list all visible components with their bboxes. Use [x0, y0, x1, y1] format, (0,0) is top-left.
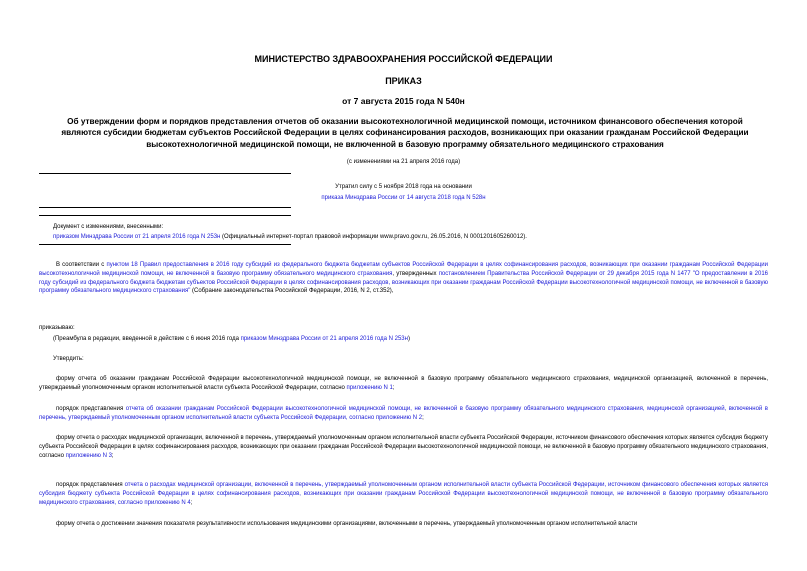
preamble-note: (Преамбула в редакции, введенной в действие с 6 июня 2016 года приказом Минздрава России от 21 апреля 2016 года N 253н) [53, 336, 410, 342]
approve-heading: Утвердить: [53, 356, 84, 362]
appendix-3-link[interactable]: приложению N 3 [65, 452, 112, 459]
lost-force-link[interactable]: приказа Минздрава России от 14 августа 2018 года N 528н [321, 195, 486, 201]
order-heading: ПРИКАЗ [385, 76, 422, 86]
divider [39, 244, 291, 245]
document-title: Об утверждении форм и порядков представления отчетов об оказании высокотехнологичной медицинской помощи, источником финансового обеспечения которой являются субсидии бюджетам субъектов Российской Федерации в целях софинансирования расходов, возникающих при оказании гражданам Российской Федерации высокотехнологичной медицинской помощи, не включенной в базовую программу обязательного медицинского страхования [61, 117, 749, 149]
list-item: форму отчета о расходах медицинской организации, включенной в перечень, утверждаемый уполномоченным органом исполнительной власти субъекта Российской Федерации, источником финансового обеспечения которых является субсидия бюджету субъекта Российской Федерации в целях софинансирования расходов, возникающих при оказании гражданам Российской Федерации высокотехнологичной медицинской помощи, не включенной в базовую программу обязательного медицинского страхования, согласно приложению N 3; [39, 435, 769, 459]
divider [39, 207, 291, 208]
amendment-note: (с изменениями на 21 апреля 2016 года) [346, 159, 461, 165]
list-item: порядок представления отчета об оказании гражданам Российской Федерации высокотехнологичной медицинской помощи, не включенной в базовую программу обязательного медицинского страхования, медицинской организацией, включенной в перечень, утверждаемый уполномоченным органом исполнительной власти субъекта Российской Федерации, согласно приложению N 2; [39, 406, 768, 421]
preamble-paragraph: В соответствии с пунктом 18 Правил предоставления в 2016 году субсидий из федерального бюджета бюджетам субъектов Российской Федерации в целях софинансирования расходов, возникающих при оказании гражданам Российской Федерации высокотехнологичной медицинской помощи, не включенной в базовую программу обязательного медицинского страхования, утвержденных постановлением Правительства Российской Федерации от 29 декабря 2015 года N 1477 "О предоставлении в 2016 году субсидий из федерального бюджета бюджетам субъектов Российской Федерации в целях софинансирования расходов, возникающих при оказании гражданам Российской Федерации высокотехнологичной медицинской помощи, не включенной в базовую программу обязательного медицинского страхования" (Собрание законодательства Российской Федерации, 2016, N 2, ст.352), [39, 262, 769, 295]
changes-line [53, 233, 773, 241]
appendix-1-link[interactable]: приложению N 1 [346, 384, 393, 391]
changes-source: (Официальный интернет-портал правовой информации www.pravo.gov.ru, 26.05.2016, N 0001201605260012). [220, 234, 527, 240]
changes-link[interactable]: приказом Минздрава России от 21 апреля 2016 года N 253н [53, 234, 221, 240]
resolution-link[interactable]: постановлением Правительства Российской Федерации от 29 декабря 2015 года N 1477 "О предоставлении в 2016 году субсидий из федерального бюджета бюджетам субъектов Российской Федерации в целях софинансирования расходов, возникающих при оказании гражданам Российской Федерации высокотехнологичной медицинской помощи, не включенной в базовую программу обязательного медицинского страхования" [39, 270, 768, 295]
list-item: форму отчета о достижении значения показателя результативности использования медицинскими организациями, включенными в перечень, утверждаемый уполномоченным органом исполнительной власти [56, 521, 638, 527]
changes-label: Документ с изменениями, внесенными: [53, 224, 164, 230]
appendix-2-link[interactable]: отчета об оказании гражданам Российской Федерации высокотехнологичной медицинской помощи, не включенной в базовую программу обязательного медицинского страхования, медицинской организацией, включенной в перечень, утверждаемый уполномоченным органом исполнительной власти субъекта Российской Федерации, согласно приложению N 2 [39, 406, 768, 421]
divider [39, 173, 291, 174]
rules-link[interactable]: пунктом 18 Правил предоставления в 2016 году субсидий из федерального бюджета бюджетам субъектов Российской Федерации в целях софинансирования расходов, возникающих при оказании гражданам Российской Федерации высокотехнологичной медицинской помощи, не включенной в базовую программу обязательного медицинского страхования [39, 262, 769, 277]
lost-force-text: Утратил силу с 5 ноября 2018 года на основании [335, 184, 472, 190]
order-verb: приказываю: [39, 325, 75, 331]
ministry-heading: МИНИСТЕРСТВО ЗДРАВООХРАНЕНИЯ РОССИЙСКОЙ ФЕДЕРАЦИИ [254, 54, 553, 64]
divider [39, 215, 291, 216]
preamble-note-link[interactable]: приказом Минздрава России от 21 апреля 2016 года N 253н [240, 336, 408, 342]
appendix-4-link[interactable]: отчета о расходах медицинской организации, включенной в перечень, утверждаемый уполномоченным органом исполнительной власти субъекта Российской Федерации, источником финансового обеспечения которых является субсидия бюджету субъекта Российской Федерации в целях софинансирования расходов, возникающих при оказании гражданам Российской Федерации высокотехнологичной медицинской помощи, не включенной в базовую программу обязательного медицинского страхования, согласно приложению N 4 [39, 482, 768, 506]
order-date: от 7 августа 2015 года N 540н [342, 96, 465, 106]
list-item: форму отчета об оказании гражданам Российской Федерации высокотехнологичной медицинской помощи, не включенной в базовую программу обязательного медицинского страхования, медицинской организацией, включенной в перечень, утверждаемый уполномоченным органом исполнительной власти субъекта Российской Федерации, согласно приложению N 1; [39, 376, 768, 391]
list-item: порядок представления отчета о расходах медицинской организации, включенной в перечень, утверждаемый уполномоченным органом исполнительной власти субъекта Российской Федерации, источником финансового обеспечения которых является субсидия бюджету субъекта Российской Федерации в целях софинансирования расходов, возникающих при оказании гражданам Российской Федерации высокотехнологичной медицинской помощи, не включенной в базовую программу обязательного медицинского страхования, согласно приложению N 4; [39, 482, 768, 506]
